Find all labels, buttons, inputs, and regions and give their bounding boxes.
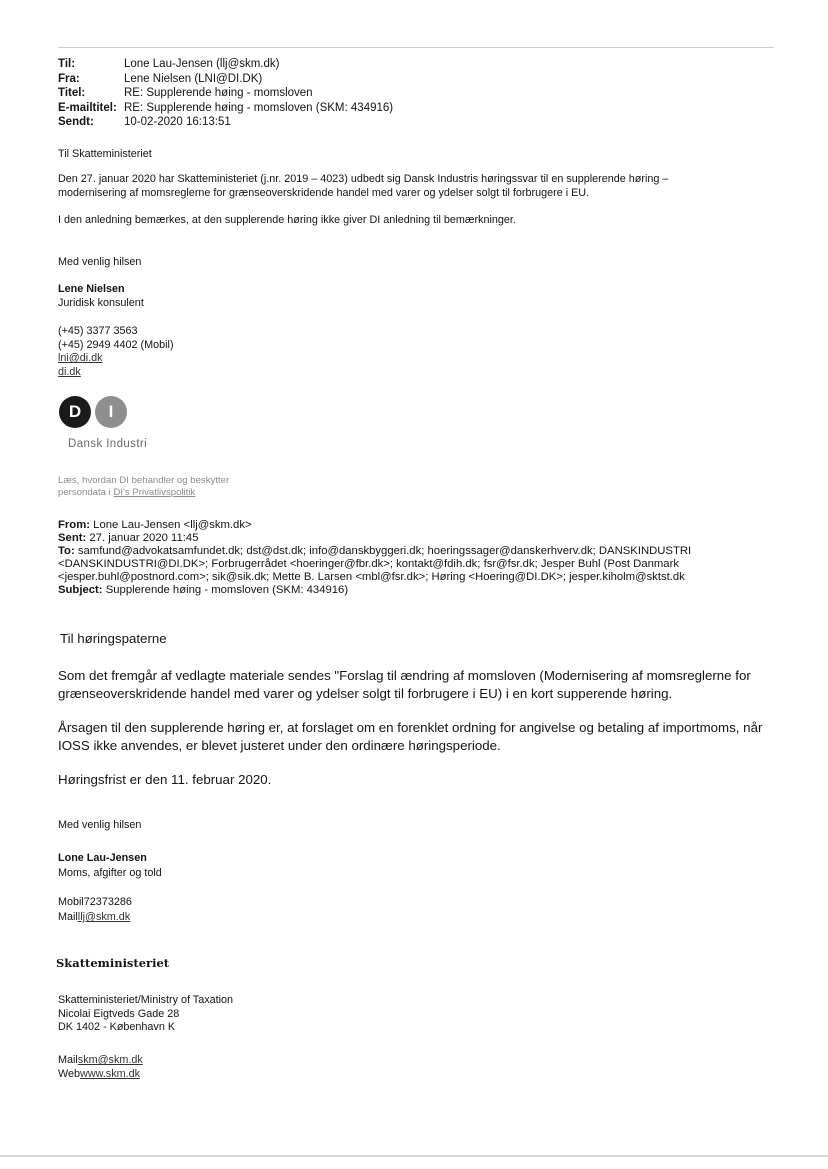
signature-web-link[interactable]: di.dk [58,365,81,378]
org-address-2: DK 1402 - København K [58,1021,176,1033]
org-web-row [58,1068,143,1082]
org-mail-link[interactable]: skm@skm.dk [77,1054,143,1066]
fwd-signature-name: Lone Lau-Jensen [58,852,147,864]
org-mail-prefix: Mail [58,1054,78,1066]
fwd-paragraph-3: Høringsfrist er den 11. februar 2020. [58,772,272,787]
header-from-row [58,72,393,87]
fwd-signature-role: Moms, afgifter og told [58,867,162,879]
org-mail-row [58,1054,143,1068]
reply-paragraph-1 [58,173,668,200]
fwd-sent-label: Sent: [58,532,87,544]
header-title-row [58,86,393,101]
from-label: Fra: [58,72,80,85]
to-value: Lone Lau-Jensen (llj@skm.dk) [124,58,280,70]
signature-email-link[interactable]: lni@di.dk [58,352,103,364]
fwd-paragraph-2 [58,719,762,755]
fwd-subject-label: Subject: [58,584,103,596]
header-sent-row [58,115,393,130]
fwd-mail-prefix: Mail [58,911,78,923]
privacy-policy-link[interactable]: DI's Privatlivspolitik [113,487,196,498]
from-value: Lene Nielsen (LNI@DI.DK) [124,72,263,85]
title-value: RE: Supplerende høing - momsloven [124,87,313,99]
sent-label: Sendt: [58,116,94,128]
logo-text: Dansk Industri [68,438,148,450]
signature-name: Lene Nielsen [58,283,125,295]
fwd-to-row [58,545,691,558]
fwd-signature-mail [58,911,130,925]
fwd-paragraph-1 [58,667,751,703]
fwd-para1-line1: Som det fremgår af vedlagte materiale sendes "Forslag til ændring af momsloven (Modernisering af momsreglerne for [58,668,751,683]
privacy-notice [58,475,229,499]
emailtitle-value: RE: Supplerende høing - momsloven (SKM: 434916) [124,101,394,114]
org-address-1: Nicolai Eigtveds Gade 28 [58,1007,180,1020]
fwd-to-line-2: <DANSKINDUSTRI@DI.DK>; Forbrugerrådet <hoeringer@fbr.dk>; kontakt@fdih.dk; fsr@fsr.dk; Jesper Buhl (Post Danmark [58,558,679,570]
di-logo [59,396,131,430]
reply-closing: Med venlig hilsen [58,256,142,268]
signature-phone-2: (+45) 2949 4402 (Mobil) [58,338,174,351]
org-web-prefix: Web [58,1067,81,1080]
fwd-to-line-3: <jesper.buhl@postnord.com>; sik@sik.dk; Mette B. Larsen <mbl@fsr.dk>; Høring <Hoering@DI.DK>; jesper.kiholm@sktst.dk [58,571,685,583]
org-web-link[interactable]: www.skm.dk [80,1067,141,1080]
reply-paragraph-2: I den anledning bemærkes, at den supplerende høring ikke giver DI anledning til bemærkninger. [58,214,516,226]
header-to-row [58,57,393,72]
signature-contact [58,325,174,379]
fwd-from-row [58,519,691,532]
header-emailtitle-row [58,101,393,116]
fwd-para1-line2: grænseoverskridende handel med varer og ydelser solgt til forbrugere i EU) i en kort supperende høring. [58,686,673,701]
reply-greeting: Til Skatteministeriet [58,148,152,160]
fwd-from-value: Lone Lau-Jensen <llj@skm.dk> [93,519,252,531]
fwd-sent-value: 27. januar 2020 11:45 [89,532,199,544]
fwd-subject-row [58,584,691,597]
reply-para1-line1: Den 27. januar 2020 har Skatteministeriet (j.nr. 2019 – 4023) udbedt sig Dansk Industris høringssvar til en supplerende høring – [58,173,669,185]
org-name: Skatteministeriet/Ministry of Taxation [58,994,234,1006]
forwarded-header [58,519,691,597]
privacy-prefix: persondata i [58,487,114,498]
fwd-mail-link[interactable]: llj@skm.dk [77,911,131,923]
fwd-para2-line2: IOSS ikke anvendes, er blevet justeret under den ordinære høringsperiode. [58,738,501,753]
skatteministeriet-logo: Skatteministeriet [56,956,170,970]
title-label: Titel: [58,87,86,99]
privacy-line-1: Læs, hvordan DI behandler og beskytter [58,475,230,486]
signature-role: Juridisk konsulent [58,297,144,309]
fwd-subject-value: Supplerende høing - momsloven (SKM: 434916) [105,584,349,596]
fwd-para2-line1: Årsagen til den supplerende høring er, at forslaget om en forenklet ordning for angivelse og betaling af importmoms, når [58,720,763,735]
org-address-block [58,994,233,1035]
fwd-greeting: Til høringspaterne [60,631,167,646]
reply-para1-line2: modernisering af momsreglerne for grænseoverskridende handel med varer og ydelser solgt til forbrugere i EU. [58,186,590,199]
top-divider [58,47,774,48]
fwd-from-label: From: [58,519,91,531]
email-header [58,57,393,130]
logo-d-circle: D [59,396,91,428]
privacy-line-2 [58,487,229,499]
fwd-closing: Med venlig hilsen [58,819,142,831]
fwd-signature-mobile: Mobil72373286 [58,896,132,908]
fwd-to-line-1: samfund@advokatsamfundet.dk; dst@dst.dk; info@danskbyggeri.dk; hoeringssager@danskerhverv.dk; DANSKINDUSTRI [77,545,692,557]
bottom-divider [0,1155,828,1157]
signature-phone-1: (+45) 3377 3563 [58,325,138,337]
emailtitle-label: E-mailtitel: [58,101,117,114]
fwd-sent-row [58,532,691,545]
sent-value: 10-02-2020 16:13:51 [124,116,231,128]
fwd-to-label: To: [58,545,75,557]
to-label: Til: [58,58,76,70]
logo-i-circle: I [95,396,127,428]
org-contact-block [58,1054,143,1081]
